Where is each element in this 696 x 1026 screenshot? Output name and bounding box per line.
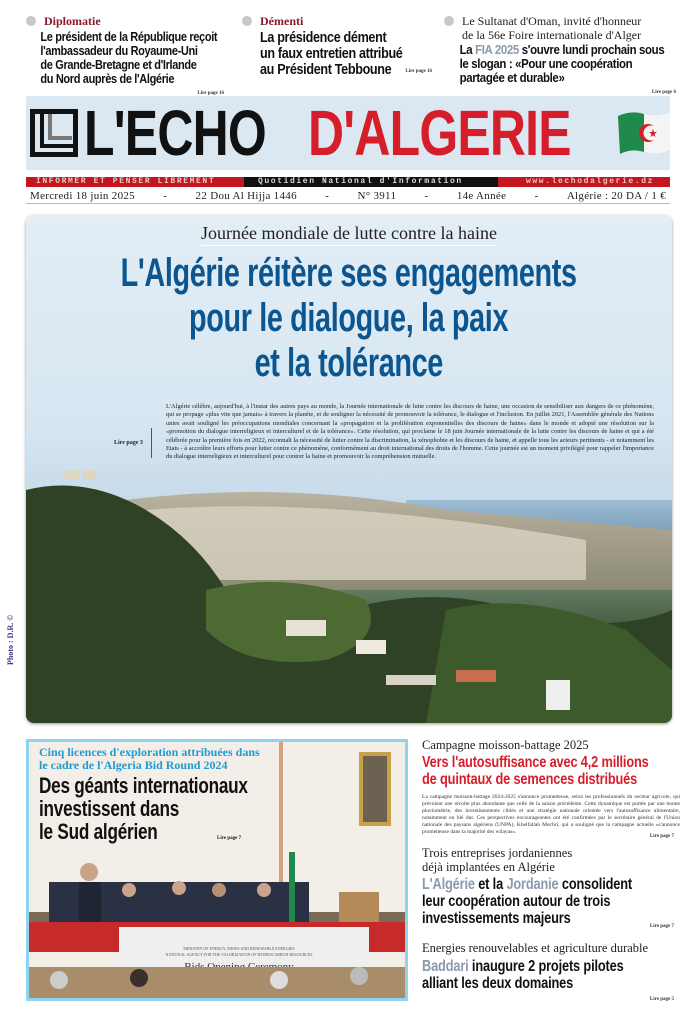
read-page-link[interactable]: Lire page 6 [651, 90, 676, 95]
main-story[interactable] [26, 215, 672, 723]
website-link[interactable]: www.lechodalgerie.dz [498, 177, 670, 187]
brand-name-red: D'ALGERIE [308, 97, 571, 169]
hijri-date: 22 Dou Al Hijja 1446 [195, 190, 297, 202]
teaser-fia[interactable] [444, 14, 684, 95]
subtitle: Quotidien National d'Information [244, 177, 498, 187]
story-headline[interactable]: Vers l'autosuffisance avec 4,2 millions de quintaux de semences distribués [422, 754, 649, 788]
highlight-text: Baddari [422, 958, 469, 975]
story-body: La campagne moisson-battage 2024-2025 s'annonce prometteuse, selon les professionnels du secteur agricole, qui prévoient une récolte plus abondante que celle de la saison précédente. Cette dynamique est portée par une bonne pluviométrie, des investissements ciblés et une stratégie nationale orientée vers l'autosuffisance alimentaire, notamment en blé dur. Ces perspectives encourageantes ont été confirmées par le secrétaire général de l'Union nationale des paysans algériens (UNPA), Khelfallah Mechri, qui a souligné que la campagne actuelle «s'annonce prometteuse dans la majorité des wilayas». [422, 794, 680, 835]
story-headline[interactable]: Baddari inaugure 2 projets pilotes alliant les deux domaines [422, 958, 624, 992]
teaser-diplomatie[interactable] [26, 14, 236, 96]
teaser-dementi[interactable] [242, 14, 432, 78]
teaser-headline[interactable]: La présidence dément un faux entretien attribué au Président Tebboune [260, 29, 403, 78]
main-kicker: Journée mondiale de lutte contre la haine [26, 223, 672, 244]
teaser-kicker: Démenti [242, 14, 432, 28]
teaser-headline[interactable]: La FIA 2025 s'ouvre lundi prochain sous le slogan : «Pour une coopération partagée et durable» [459, 42, 665, 85]
story-jordanie[interactable] [422, 846, 680, 927]
highlight-text: FIA 2025 [475, 42, 519, 57]
read-page-link[interactable]: Lire page 3 [114, 428, 152, 458]
bid-kicker: Cinq licences d'exploration attribuées dans le cadre de l'Algeria Bid Round 2024 [39, 745, 260, 772]
story-kicker: Campagne moisson-battage 2025 [422, 738, 589, 752]
bullet-icon [26, 16, 36, 26]
story-baddari[interactable] [422, 941, 680, 1002]
read-page-link[interactable]: Lire page 7 [649, 834, 674, 839]
year: 14e Année [456, 190, 507, 202]
read-page-link[interactable]: Lire page 7 [217, 836, 242, 841]
dateline: Mercredi 18 juin 2025 - 22 Dou Al Hijja 1446 - N° 3911 - 14e Année - Algérie : 20 DA / 1 € [26, 188, 670, 204]
algiers-cityscape-photo [26, 470, 672, 723]
highlight-text: Jordanie [506, 876, 559, 893]
read-page-link[interactable]: Lire page 16 [197, 91, 224, 96]
bullet-icon [444, 16, 454, 26]
photo-credit: Photo : D.R. © [6, 614, 15, 665]
issue-number: N° 3911 [357, 190, 397, 202]
main-headline[interactable]: L'Algérie réitère ses engagements pour le dialogue, la paix et la tolérance [121, 251, 577, 385]
tagline: INFORMER ET PENSER LIBREMENT [26, 177, 244, 187]
story-kicker: Trois entreprises jordaniennes déjà implantées en Algérie [422, 846, 573, 874]
teaser-headline[interactable]: Le président de la République reçoit l'ambassadeur du Royaume-Uni de Grande-Bretagne et d'Irlande du Nord auprès de l'Algérie [40, 30, 218, 86]
read-page-link[interactable]: Lire page 16 [405, 69, 432, 74]
bid-headline[interactable]: Des géants internationaux investissent dans le Sud algérien [39, 773, 248, 844]
story-kicker: Energies renouvelables et agriculture durable [422, 941, 649, 955]
story-moisson[interactable] [422, 738, 680, 839]
highlight-text: L'Algérie [422, 876, 475, 893]
bullet-icon [242, 16, 252, 26]
teaser-kicker: Diplomatie [26, 14, 236, 28]
banner-ministry: MINISTRY OF ENERGY, MINES AND RENEWABLE ENERGIES [183, 946, 295, 951]
masthead [26, 96, 670, 170]
tagline-bar [26, 177, 670, 187]
date: Mercredi 18 juin 2025 [30, 190, 135, 202]
bid-round-story[interactable] [26, 739, 408, 1001]
read-page-link[interactable]: Lire page 7 [649, 924, 674, 929]
story-headline[interactable]: L'Algérie et la Jordanie consolident leur coopération autour de trois investissements majeurs [422, 876, 632, 927]
logo-icon [30, 109, 78, 157]
read-page-link[interactable]: Lire page 5 [649, 997, 674, 1002]
price: Algérie : 20 DA / 1 € [566, 190, 666, 202]
main-story-body: L'Algérie célèbre, aujourd'hui, à l'instar des autres pays au monde, la Journée internationale de lutte contre les discours de haine, une occasion de sensibiliser aux dangers de ce phénomène, qui se propage «plus vite que jamais» à travers la planète, et de souligner la nécessité de promouvoir la tolérance, le dialogue et l'inclusion. En juillet 2021, l'Assemblée générale des Nations unies avait souligné les préoccupations mondiales concernant la «propagation et la prolifération exponentielles des discours de haine» dans le monde et adopté une résolution sur la «promotion du dialogue interreligieux et interculturel et de la tolérance». Cette résolution, qui proclame le 18 juin Journée internationale de la lutte contre les discours de haine et qui a été célébrée pour la première fois en 2022, reconnaît la nécessité de lutter contre la discrimination, la xénophobie et les discours de haine, et appelle tous les acteurs pertinents - et notamment les Etats - à accroître leurs efforts pour lutter contre ce phénomène, conformément au droit international des droits de l'homme. Cette journée est un moment privilégié pour rappeler l'importance du dialogue interreligieux et interculturel pour contrer la haine et promouvoir la compréhension mutuelle. [166, 403, 654, 461]
banner-agency: NATIONAL AGENCY FOR THE VALORIZATION OF HYDROCARBON RESOURCES [165, 952, 313, 957]
algerian-flag-icon [614, 108, 670, 158]
brand-name-black: L'ECHO [84, 97, 266, 169]
teaser-kicker: Le Sultanat d'Oman, invité d'honneur de la 56e Foire internationale d'Alger [444, 14, 684, 42]
